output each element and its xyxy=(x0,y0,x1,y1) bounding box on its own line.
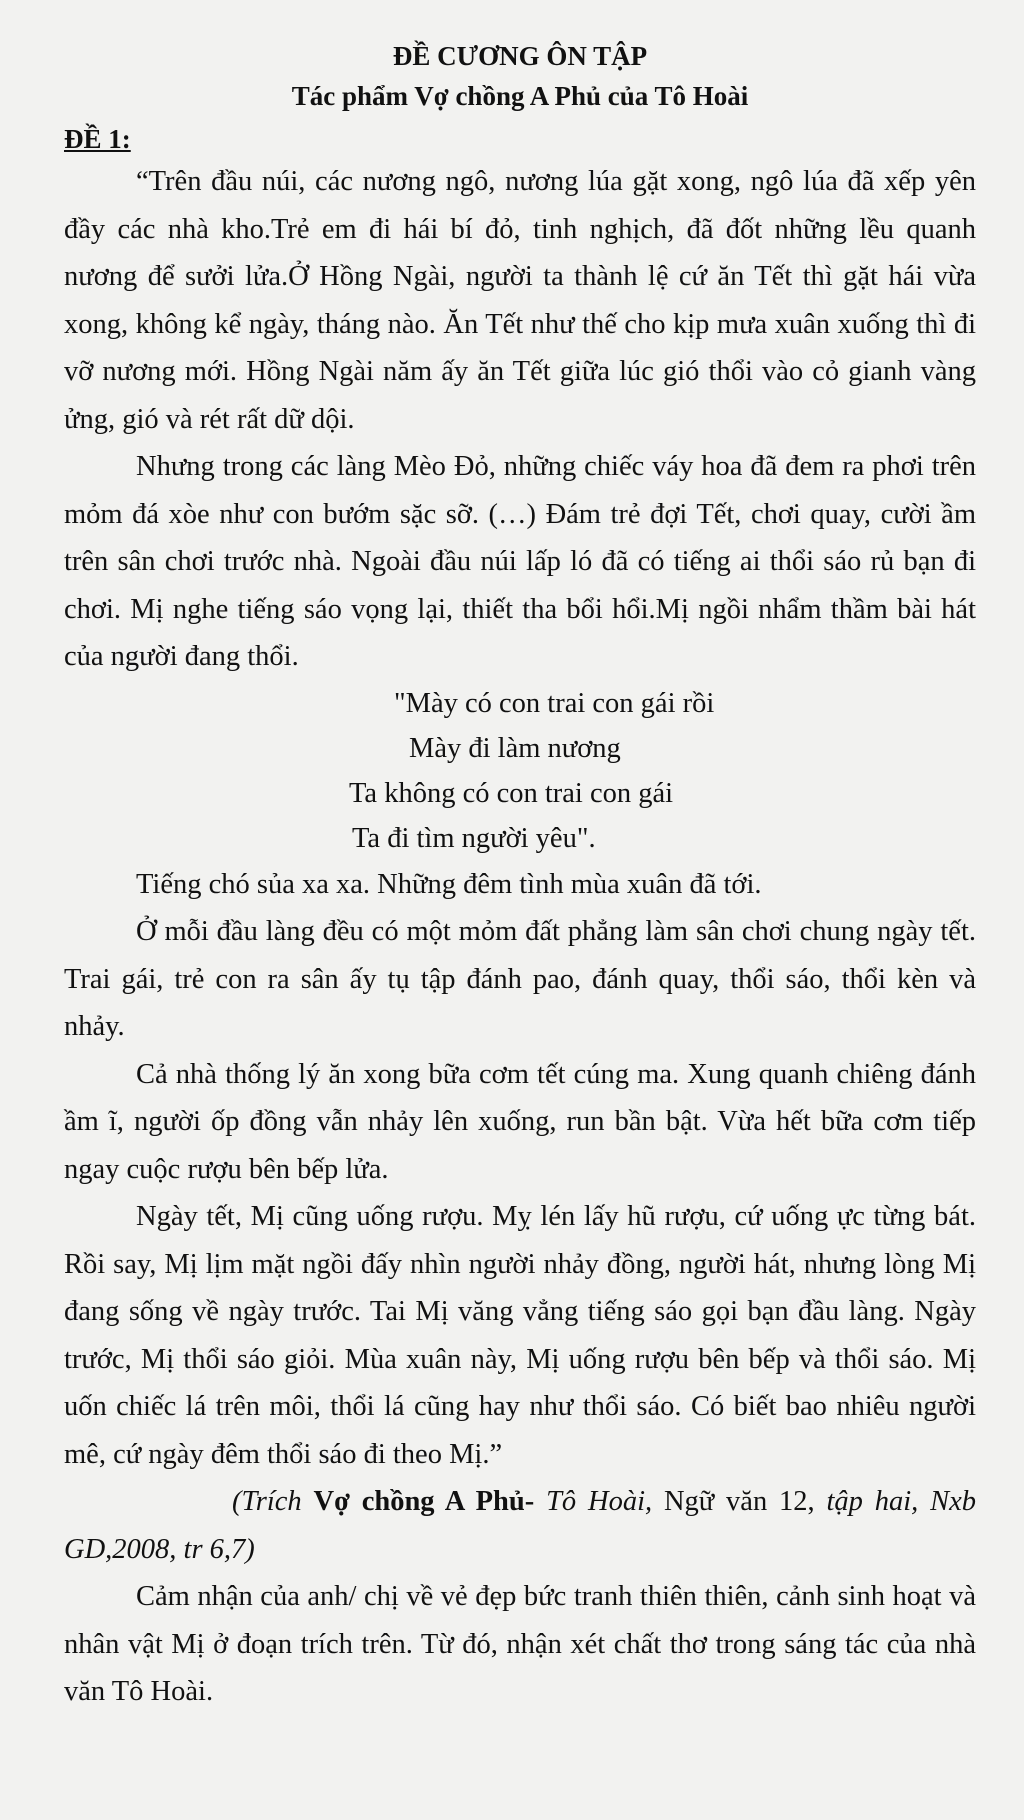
citation-work: Vợ chồng A Phủ- xyxy=(313,1486,535,1517)
exam-label: ĐỀ 1: xyxy=(64,124,131,154)
document-subtitle: Tác phẩm Vợ chồng A Phủ của Tô Hoài xyxy=(291,81,749,111)
passage-paragraph-5: Cả nhà thống lý ăn xong bữa cơm tết cúng ma. Xung quanh chiêng đánh ầm ĩ, người ốp đồng vẫn nhảy lên xuống, run bần bật. Vừa hết bữa cơm tiếp ngay cuộc rượu bên bếp lửa. xyxy=(64,1058,976,1185)
passage-paragraph-3: Tiếng chó sủa xa xa. Những đêm tình mùa xuân đã tới. xyxy=(136,868,762,900)
poem-line-4: Ta đi tìm người yêu". xyxy=(352,822,596,854)
poem-line-3: Ta không có con trai con gái xyxy=(349,777,674,809)
passage-paragraph-1: “Trên đầu núi, các nương ngô, nương lúa gặt xong, ngô lúa đã xếp yên đầy các nhà kho.Trẻ em đi hái bí đỏ, tinh nghịch, đã đốt những lều quanh nương để sưởi lửa.Ở Hồng Ngài, người ta thành lệ cứ ăn Tết thì gặt hái vừa xong, không kể ngày, tháng nào. Ăn Tết như thế cho kịp mưa xuân xuống thì đi vỡ nương mới. Hồng Ngài năm ấy ăn Tết giữa lúc gió thổi vào cỏ gianh vàng ửng, gió và rét rất dữ dội. xyxy=(64,166,976,435)
passage-paragraph-4: Ở mỗi đầu làng đều có một mỏm đất phẳng làm sân chơi chung ngày tết. Trai gái, trẻ con ra sân ấy tụ tập đánh pao, đánh quay, thổi sáo, thổi kèn và nhảy. xyxy=(64,916,976,1042)
poem-block xyxy=(64,681,976,861)
poem-line-2: Mày đi làm nương xyxy=(409,732,621,764)
citation-rest: tập hai, Nxb GD,2008, tr 6,7) xyxy=(64,1486,976,1565)
passage-paragraph-6: Ngày tết, Mị cũng uống rượu. Mỵ lén lấy hũ rượu, cứ uống ực từng bát. Rồi say, Mị lịm mặt ngồi đấy nhìn người nhảy đồng, người hát, nhưng lòng Mị đang sống về ngày trước. Tai Mị văng vẳng tiếng sáo gọi bạn đầu làng. Ngày trước, Mị thổi sáo giỏi. Mùa xuân này, Mị uống rượu bên bếp và thổi sáo. Mị uốn chiếc lá trên môi, thổi lá cũng hay như thổi sáo. Có biết bao nhiêu người mê, cứ ngày đêm thổi sáo đi theo Mị.” xyxy=(64,1201,976,1470)
question-paragraph: Cảm nhận của anh/ chị về vẻ đẹp bức tranh thiên thiên, cảnh sinh hoạt và nhân vật Mị ở đoạn trích trên. Từ đó, nhận xét chất thơ trong sáng tác của nhà văn Tô Hoài. xyxy=(64,1581,976,1707)
citation xyxy=(64,1478,976,1573)
citation-book: Ngữ văn 12, xyxy=(652,1486,815,1517)
document-title: ĐỀ CƯƠNG ÔN TẬP xyxy=(392,41,648,71)
citation-author: Tô Hoài, xyxy=(534,1486,653,1517)
poem-line-1: "Mày có con trai con gái rồi xyxy=(394,687,715,719)
citation-trich: (Trích xyxy=(232,1486,314,1517)
passage-paragraph-2: Nhưng trong các làng Mèo Đỏ, những chiếc váy hoa đã đem ra phơi trên mỏm đá xòe như con bướm sặc sỡ. (…) Đám trẻ đợi Tết, chơi quay, cười ầm trên sân chơi trước nhà. Ngoài đầu núi lấp ló đã có tiếng ai thổi sáo rủ bạn đi chơi. Mị nghe tiếng sáo vọng lại, thiết tha bổi hổi.Mị ngồi nhẩm thầm bài hát của người đang thổi. xyxy=(64,451,976,672)
